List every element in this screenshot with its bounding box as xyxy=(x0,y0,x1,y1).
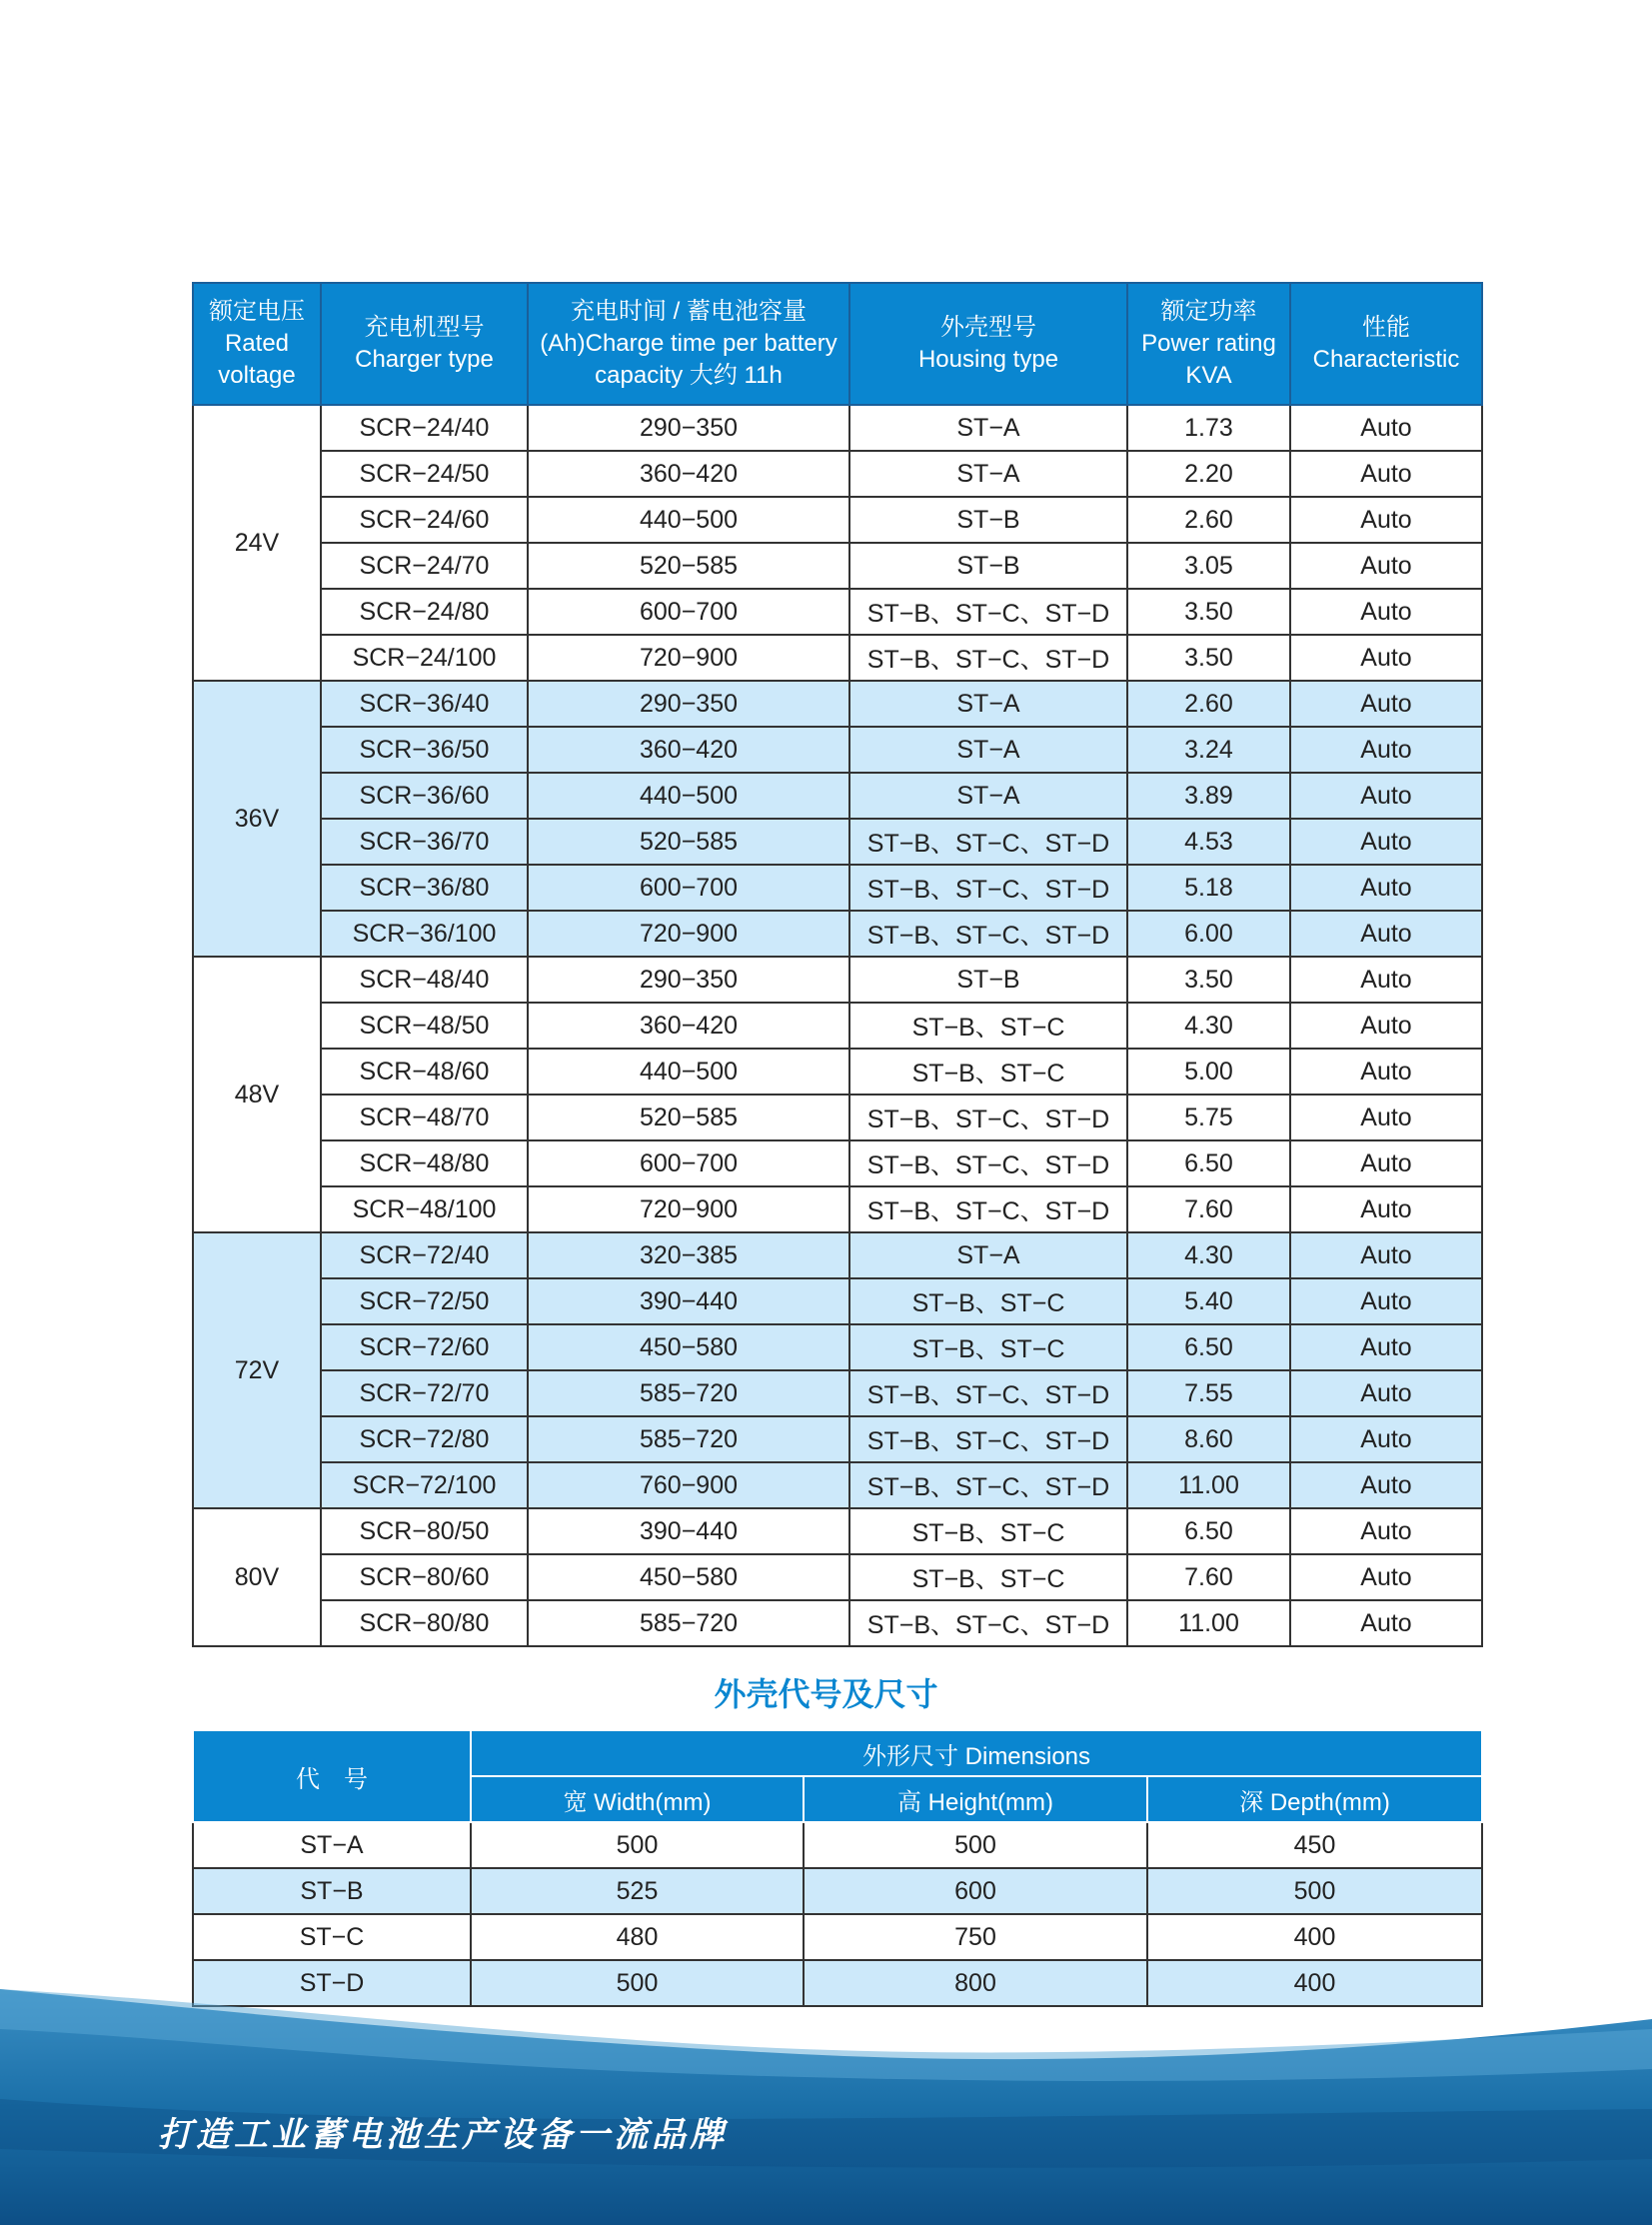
charger-type-cell: SCR−48/100 xyxy=(321,1186,528,1232)
table-row xyxy=(193,635,1482,681)
charger-type-cell: SCR−72/50 xyxy=(321,1278,528,1324)
power-rating-cell: 4.30 xyxy=(1127,1003,1290,1049)
charge-time-cell: 450−580 xyxy=(528,1554,849,1600)
width-cell: 480 xyxy=(471,1914,804,1960)
housing-type-cell: ST−A xyxy=(849,681,1127,727)
charge-time-cell: 360−420 xyxy=(528,727,849,773)
table-row xyxy=(193,497,1482,543)
charge-time-cell: 390−440 xyxy=(528,1278,849,1324)
charge-time-cell: 450−580 xyxy=(528,1324,849,1370)
spec-header-row xyxy=(193,283,1482,405)
table-row xyxy=(193,1095,1482,1140)
power-rating-cell: 3.89 xyxy=(1127,773,1290,819)
header-width: 宽 Width(mm) xyxy=(471,1776,804,1822)
power-rating-cell: 4.53 xyxy=(1127,819,1290,865)
characteristic-cell: Auto xyxy=(1290,773,1482,819)
housing-code-cell: ST−B xyxy=(193,1868,471,1914)
table-row xyxy=(193,773,1482,819)
housing-type-cell: ST−A xyxy=(849,451,1127,497)
ocean-wave-background xyxy=(0,1959,1652,2225)
power-rating-cell: 2.20 xyxy=(1127,451,1290,497)
table-row xyxy=(193,1370,1482,1416)
characteristic-cell: Auto xyxy=(1290,1508,1482,1554)
depth-cell: 450 xyxy=(1147,1822,1482,1868)
charge-time-cell: 520−585 xyxy=(528,1095,849,1140)
power-rating-cell: 3.50 xyxy=(1127,589,1290,635)
table-row xyxy=(193,1600,1482,1646)
housing-code-cell: ST−D xyxy=(193,1960,471,2006)
table-row xyxy=(193,1003,1482,1049)
spec-table-body xyxy=(193,405,1482,1646)
table-row xyxy=(193,681,1482,727)
height-cell: 800 xyxy=(804,1960,1147,2006)
characteristic-cell: Auto xyxy=(1290,1324,1482,1370)
height-cell: 500 xyxy=(804,1822,1147,1868)
dimensions-title: 外壳代号及尺寸 xyxy=(714,1676,938,1712)
housing-type-cell: ST−A xyxy=(849,1232,1127,1278)
characteristic-cell: Auto xyxy=(1290,727,1482,773)
characteristic-cell: Auto xyxy=(1290,405,1482,451)
power-rating-cell: 2.60 xyxy=(1127,681,1290,727)
table-row xyxy=(193,1232,1482,1278)
charge-time-cell: 290−350 xyxy=(528,681,849,727)
table-row xyxy=(193,1462,1482,1508)
housing-type-cell: ST−B、ST−C、ST−D xyxy=(849,1600,1127,1646)
height-cell: 750 xyxy=(804,1914,1147,1960)
header-charge-time: 充电时间 / 蓄电池容量 (Ah)Charge time per battery capacity 大约 11h xyxy=(528,283,849,405)
charger-spec-table xyxy=(192,282,1483,1647)
charge-time-cell: 600−700 xyxy=(528,589,849,635)
header-dimensions: 外形尺寸 Dimensions xyxy=(471,1730,1482,1776)
power-rating-cell: 2.60 xyxy=(1127,497,1290,543)
characteristic-cell: Auto xyxy=(1290,819,1482,865)
table-row xyxy=(193,865,1482,911)
housing-type-cell: ST−B、ST−C、ST−D xyxy=(849,1370,1127,1416)
charger-type-cell: SCR−36/100 xyxy=(321,911,528,957)
power-rating-cell: 3.50 xyxy=(1127,957,1290,1003)
table-row xyxy=(193,1416,1482,1462)
housing-type-cell: ST−B、ST−C xyxy=(849,1049,1127,1095)
housing-type-cell: ST−B、ST−C、ST−D xyxy=(849,1416,1127,1462)
power-rating-cell: 8.60 xyxy=(1127,1416,1290,1462)
characteristic-cell: Auto xyxy=(1290,1140,1482,1186)
width-cell: 525 xyxy=(471,1868,804,1914)
table-row xyxy=(193,1186,1482,1232)
housing-type-cell: ST−A xyxy=(849,727,1127,773)
charger-type-cell: SCR−24/50 xyxy=(321,451,528,497)
power-rating-cell: 11.00 xyxy=(1127,1600,1290,1646)
charge-time-cell: 520−585 xyxy=(528,819,849,865)
voltage-group-cell: 80V xyxy=(193,1508,321,1646)
header-rated-voltage: 额定电压 Rated voltage xyxy=(193,283,321,405)
characteristic-cell: Auto xyxy=(1290,865,1482,911)
charger-type-cell: SCR−48/80 xyxy=(321,1140,528,1186)
charger-type-cell: SCR−72/80 xyxy=(321,1416,528,1462)
characteristic-cell: Auto xyxy=(1290,1095,1482,1140)
header-characteristic: 性能 Characteristic xyxy=(1290,283,1482,405)
charger-type-cell: SCR−72/60 xyxy=(321,1324,528,1370)
charge-time-cell: 440−500 xyxy=(528,497,849,543)
header-code: 代 号 xyxy=(193,1730,471,1822)
housing-type-cell: ST−B、ST−C、ST−D xyxy=(849,865,1127,911)
housing-type-cell: ST−B、ST−C、ST−D xyxy=(849,1462,1127,1508)
table-row xyxy=(193,911,1482,957)
charger-type-cell: SCR−48/40 xyxy=(321,957,528,1003)
characteristic-cell: Auto xyxy=(1290,911,1482,957)
charge-time-cell: 720−900 xyxy=(528,635,849,681)
charger-type-cell: SCR−24/80 xyxy=(321,589,528,635)
table-row xyxy=(193,1140,1482,1186)
power-rating-cell: 1.73 xyxy=(1127,405,1290,451)
table-row xyxy=(193,589,1482,635)
table-row xyxy=(193,1822,1482,1868)
characteristic-cell: Auto xyxy=(1290,635,1482,681)
power-rating-cell: 6.50 xyxy=(1127,1508,1290,1554)
characteristic-cell: Auto xyxy=(1290,1600,1482,1646)
charger-type-cell: SCR−36/70 xyxy=(321,819,528,865)
voltage-group-cell: 36V xyxy=(193,681,321,957)
table-row xyxy=(193,1868,1482,1914)
housing-type-cell: ST−A xyxy=(849,405,1127,451)
voltage-group-cell: 72V xyxy=(193,1232,321,1508)
power-rating-cell: 3.50 xyxy=(1127,635,1290,681)
characteristic-cell: Auto xyxy=(1290,1003,1482,1049)
charge-time-cell: 585−720 xyxy=(528,1370,849,1416)
charge-time-cell: 290−350 xyxy=(528,957,849,1003)
charge-time-cell: 720−900 xyxy=(528,911,849,957)
characteristic-cell: Auto xyxy=(1290,1186,1482,1232)
power-rating-cell: 7.60 xyxy=(1127,1186,1290,1232)
depth-cell: 500 xyxy=(1147,1868,1482,1914)
charge-time-cell: 290−350 xyxy=(528,405,849,451)
header-power-rating: 额定功率 Power rating KVA xyxy=(1127,283,1290,405)
housing-type-cell: ST−A xyxy=(849,773,1127,819)
dim-header-row xyxy=(193,1730,1482,1776)
header-charger-type: 充电机型号 Charger type xyxy=(321,283,528,405)
header-depth: 深 Depth(mm) xyxy=(1147,1776,1482,1822)
charge-time-cell: 600−700 xyxy=(528,1140,849,1186)
charge-time-cell: 440−500 xyxy=(528,1049,849,1095)
charger-type-cell: SCR−48/60 xyxy=(321,1049,528,1095)
power-rating-cell: 7.60 xyxy=(1127,1554,1290,1600)
table-row xyxy=(193,819,1482,865)
charger-type-cell: SCR−36/80 xyxy=(321,865,528,911)
charger-type-cell: SCR−80/50 xyxy=(321,1508,528,1554)
power-rating-cell: 5.40 xyxy=(1127,1278,1290,1324)
charger-type-cell: SCR−24/60 xyxy=(321,497,528,543)
housing-type-cell: ST−B、ST−C、ST−D xyxy=(849,1095,1127,1140)
footer-slogan: 打造工业蓄电池生产设备一流品牌 xyxy=(158,2115,728,2155)
characteristic-cell: Auto xyxy=(1290,1462,1482,1508)
table-row xyxy=(193,451,1482,497)
charge-time-cell: 585−720 xyxy=(528,1600,849,1646)
characteristic-cell: Auto xyxy=(1290,681,1482,727)
width-cell: 500 xyxy=(471,1960,804,2006)
power-rating-cell: 11.00 xyxy=(1127,1462,1290,1508)
housing-type-cell: ST−B、ST−C xyxy=(849,1508,1127,1554)
housing-type-cell: ST−B、ST−C xyxy=(849,1278,1127,1324)
charger-type-cell: SCR−36/50 xyxy=(321,727,528,773)
voltage-group-cell: 24V xyxy=(193,405,321,681)
power-rating-cell: 6.50 xyxy=(1127,1140,1290,1186)
power-rating-cell: 4.30 xyxy=(1127,1232,1290,1278)
characteristic-cell: Auto xyxy=(1290,1049,1482,1095)
characteristic-cell: Auto xyxy=(1290,1370,1482,1416)
power-rating-cell: 7.55 xyxy=(1127,1370,1290,1416)
housing-code-cell: ST−C xyxy=(193,1914,471,1960)
characteristic-cell: Auto xyxy=(1290,1416,1482,1462)
characteristic-cell: Auto xyxy=(1290,497,1482,543)
power-rating-cell: 3.24 xyxy=(1127,727,1290,773)
table-row xyxy=(193,1554,1482,1600)
charger-type-cell: SCR−24/100 xyxy=(321,635,528,681)
header-height: 高 Height(mm) xyxy=(804,1776,1147,1822)
housing-type-cell: ST−B、ST−C、ST−D xyxy=(849,1140,1127,1186)
charger-type-cell: SCR−48/70 xyxy=(321,1095,528,1140)
characteristic-cell: Auto xyxy=(1290,1554,1482,1600)
housing-type-cell: ST−B、ST−C xyxy=(849,1324,1127,1370)
charge-time-cell: 360−420 xyxy=(528,1003,849,1049)
power-rating-cell: 3.05 xyxy=(1127,543,1290,589)
table-row xyxy=(193,543,1482,589)
table-row xyxy=(193,1324,1482,1370)
housing-type-cell: ST−B、ST−C、ST−D xyxy=(849,1186,1127,1232)
table-row xyxy=(193,405,1482,451)
power-rating-cell: 6.50 xyxy=(1127,1324,1290,1370)
housing-type-cell: ST−B、ST−C、ST−D xyxy=(849,589,1127,635)
charge-time-cell: 360−420 xyxy=(528,451,849,497)
charger-type-cell: SCR−36/60 xyxy=(321,773,528,819)
housing-type-cell: ST−B xyxy=(849,957,1127,1003)
table-row xyxy=(193,957,1482,1003)
housing-type-cell: ST−B、ST−C、ST−D xyxy=(849,819,1127,865)
table-row xyxy=(193,727,1482,773)
charge-time-cell: 585−720 xyxy=(528,1416,849,1462)
characteristic-cell: Auto xyxy=(1290,451,1482,497)
depth-cell: 400 xyxy=(1147,1914,1482,1960)
housing-type-cell: ST−B xyxy=(849,497,1127,543)
charger-type-cell: SCR−72/70 xyxy=(321,1370,528,1416)
charger-type-cell: SCR−80/60 xyxy=(321,1554,528,1600)
housing-type-cell: ST−B xyxy=(849,543,1127,589)
height-cell: 600 xyxy=(804,1868,1147,1914)
characteristic-cell: Auto xyxy=(1290,543,1482,589)
voltage-group-cell: 48V xyxy=(193,957,321,1232)
charger-type-cell: SCR−72/40 xyxy=(321,1232,528,1278)
charge-time-cell: 440−500 xyxy=(528,773,849,819)
width-cell: 500 xyxy=(471,1822,804,1868)
charge-time-cell: 600−700 xyxy=(528,865,849,911)
charger-type-cell: SCR−48/50 xyxy=(321,1003,528,1049)
charger-type-cell: SCR−24/70 xyxy=(321,543,528,589)
table-row xyxy=(193,1508,1482,1554)
table-row xyxy=(193,1278,1482,1324)
housing-code-cell: ST−A xyxy=(193,1822,471,1868)
power-rating-cell: 5.00 xyxy=(1127,1049,1290,1095)
housing-type-cell: ST−B、ST−C xyxy=(849,1003,1127,1049)
charge-time-cell: 520−585 xyxy=(528,543,849,589)
characteristic-cell: Auto xyxy=(1290,957,1482,1003)
charge-time-cell: 760−900 xyxy=(528,1462,849,1508)
housing-type-cell: ST−B、ST−C、ST−D xyxy=(849,911,1127,957)
power-rating-cell: 5.18 xyxy=(1127,865,1290,911)
housing-type-cell: ST−B、ST−C xyxy=(849,1554,1127,1600)
header-housing-type: 外壳型号 Housing type xyxy=(849,283,1127,405)
charger-type-cell: SCR−80/80 xyxy=(321,1600,528,1646)
table-row xyxy=(193,1914,1482,1960)
characteristic-cell: Auto xyxy=(1290,1232,1482,1278)
depth-cell: 400 xyxy=(1147,1960,1482,2006)
charger-type-cell: SCR−36/40 xyxy=(321,681,528,727)
characteristic-cell: Auto xyxy=(1290,1278,1482,1324)
housing-type-cell: ST−B、ST−C、ST−D xyxy=(849,635,1127,681)
charge-time-cell: 320−385 xyxy=(528,1232,849,1278)
table-row xyxy=(193,1049,1482,1095)
power-rating-cell: 6.00 xyxy=(1127,911,1290,957)
power-rating-cell: 5.75 xyxy=(1127,1095,1290,1140)
charge-time-cell: 720−900 xyxy=(528,1186,849,1232)
charger-type-cell: SCR−24/40 xyxy=(321,405,528,451)
charger-type-cell: SCR−72/100 xyxy=(321,1462,528,1508)
charge-time-cell: 390−440 xyxy=(528,1508,849,1554)
characteristic-cell: Auto xyxy=(1290,589,1482,635)
